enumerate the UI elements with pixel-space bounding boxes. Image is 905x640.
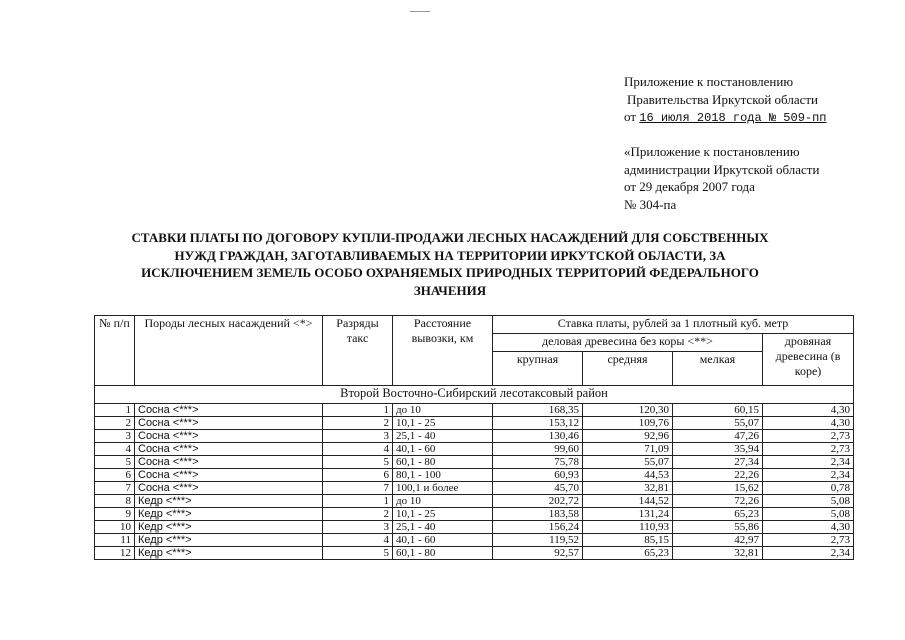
document-title: СТАВКИ ПЛАТЫ ПО ДОГОВОРУ КУПЛИ-ПРОДАЖИ ЛЕСНЫХ НАСАЖДЕНИЙ ДЛЯ СОБСТВЕННЫХ НУЖД ГРАЖДАН, ЗАГОТАВЛИВАЕМЫХ НА ТЕРРИТОРИИ ИРКУТСКОЙ ОБЛАСТИ, ЗА ИСКЛЮЧЕНИЕМ ЗЕМЕЛЬ ОСОБО ОХРАНЯЕМЫХ ПРИРОДНЫХ ТЕРРИТОРИЙ ФЕДЕРАЛЬНОГО ЗНАЧЕНИЯ	[131, 230, 769, 298]
row-number: 5	[95, 456, 135, 469]
row-distance: 10,1 - 25	[393, 508, 493, 521]
row-medium: 110,93	[583, 521, 673, 534]
row-distance: 25,1 - 40	[393, 521, 493, 534]
appendix-line-2: Правительства Иркутской области	[627, 91, 819, 107]
row-number: 2	[95, 417, 135, 430]
region-row: Второй Восточно-Сибирский лесотаксовый район	[95, 386, 854, 404]
row-small: 32,81	[673, 547, 763, 560]
row-large: 119,52	[493, 534, 583, 547]
row-small: 55,07	[673, 417, 763, 430]
row-distance: 40,1 - 60	[393, 443, 493, 456]
row-medium: 65,23	[583, 547, 673, 560]
row-distance: 60,1 - 80	[393, 547, 493, 560]
row-distance: 25,1 - 40	[393, 430, 493, 443]
row-class: 7	[323, 482, 393, 495]
table-row	[95, 469, 854, 482]
table-row	[95, 417, 854, 430]
rates-table	[94, 315, 854, 560]
row-firewood: 2,34	[763, 469, 854, 482]
row-distance: до 10	[393, 495, 493, 508]
row-small: 22,26	[673, 469, 763, 482]
row-firewood: 4,30	[763, 404, 854, 417]
row-species: Кедр <***>	[135, 547, 323, 560]
row-species: Кедр <***>	[135, 508, 323, 521]
row-number: 11	[95, 534, 135, 547]
row-firewood: 4,30	[763, 417, 854, 430]
table-row	[95, 404, 854, 417]
row-number: 4	[95, 443, 135, 456]
row-large: 60,93	[493, 469, 583, 482]
row-number: 8	[95, 495, 135, 508]
row-distance: 60,1 - 80	[393, 456, 493, 469]
row-medium: 85,15	[583, 534, 673, 547]
row-medium: 120,30	[583, 404, 673, 417]
previous-line-2: администрации Иркутской области	[624, 161, 820, 177]
row-species: Кедр <***>	[135, 521, 323, 534]
header-large: крупная	[493, 352, 583, 386]
top-rule	[410, 11, 430, 12]
row-small: 35,94	[673, 443, 763, 456]
row-class: 5	[323, 547, 393, 560]
row-distance: до 10	[393, 404, 493, 417]
row-class: 1	[323, 404, 393, 417]
row-class: 5	[323, 456, 393, 469]
table-row	[95, 547, 854, 560]
header-firewood: дровяная древесина (в коре)	[763, 334, 854, 386]
row-species: Сосна <***>	[135, 469, 323, 482]
row-firewood: 5,08	[763, 495, 854, 508]
header-species: Породы лесных насаждений <*>	[135, 316, 323, 386]
table-row	[95, 482, 854, 495]
row-firewood: 2,73	[763, 534, 854, 547]
row-medium: 109,76	[583, 417, 673, 430]
row-medium: 144,52	[583, 495, 673, 508]
row-small: 65,23	[673, 508, 763, 521]
row-small: 55,86	[673, 521, 763, 534]
table-row	[95, 521, 854, 534]
row-number: 3	[95, 430, 135, 443]
header-rate: Ставка платы, рублей за 1 плотный куб. метр	[493, 316, 854, 334]
row-medium: 44,53	[583, 469, 673, 482]
row-species: Кедр <***>	[135, 495, 323, 508]
table-row	[95, 534, 854, 547]
row-species: Сосна <***>	[135, 443, 323, 456]
row-large: 168,35	[493, 404, 583, 417]
table-row	[95, 508, 854, 521]
row-class: 4	[323, 534, 393, 547]
row-number: 6	[95, 469, 135, 482]
row-small: 15,62	[673, 482, 763, 495]
row-large: 45,70	[493, 482, 583, 495]
row-species: Сосна <***>	[135, 482, 323, 495]
header-small: мелкая	[673, 352, 763, 386]
row-medium: 32,81	[583, 482, 673, 495]
row-firewood: 0,78	[763, 482, 854, 495]
appendix-date-prefix: от	[624, 109, 637, 124]
table-row	[95, 456, 854, 469]
row-species: Сосна <***>	[135, 417, 323, 430]
header-business-wood: деловая древесина без коры <**>	[493, 334, 763, 352]
row-species: Сосна <***>	[135, 456, 323, 469]
header-class: Разряды такс	[323, 316, 393, 386]
row-medium: 55,07	[583, 456, 673, 469]
row-number: 12	[95, 547, 135, 560]
row-large: 202,72	[493, 495, 583, 508]
row-large: 153,12	[493, 417, 583, 430]
row-medium: 71,09	[583, 443, 673, 456]
row-class: 3	[323, 430, 393, 443]
row-firewood: 4,30	[763, 521, 854, 534]
table-row	[95, 430, 854, 443]
previous-line-1: «Приложение к постановлению	[624, 144, 800, 159]
row-class: 1	[323, 495, 393, 508]
row-small: 42,97	[673, 534, 763, 547]
header-medium: средняя	[583, 352, 673, 386]
row-distance: 100,1 и более	[393, 482, 493, 495]
row-class: 6	[323, 469, 393, 482]
appendix-date-number: 16 июля 2018 года № 509-пп	[639, 111, 827, 125]
row-large: 75,78	[493, 456, 583, 469]
previous-resolution-header	[624, 143, 819, 213]
row-small: 27,34	[673, 456, 763, 469]
row-class: 2	[323, 508, 393, 521]
row-species: Сосна <***>	[135, 430, 323, 443]
header-distance: Расстояние вывозки, км	[393, 316, 493, 386]
previous-line-4: № 304-па	[624, 196, 677, 212]
appendix-line-3	[624, 108, 827, 128]
row-species: Кедр <***>	[135, 534, 323, 547]
appendix-line-1: Приложение к постановлению	[624, 74, 794, 89]
row-class: 3	[323, 521, 393, 534]
header-num: № п/п	[95, 316, 135, 386]
row-firewood: 2,73	[763, 443, 854, 456]
row-medium: 92,96	[583, 430, 673, 443]
row-firewood: 2,34	[763, 547, 854, 560]
table-row	[95, 443, 854, 456]
row-large: 99,60	[493, 443, 583, 456]
row-distance: 10,1 - 25	[393, 417, 493, 430]
row-species: Сосна <***>	[135, 404, 323, 417]
row-small: 72,26	[673, 495, 763, 508]
row-firewood: 5,08	[763, 508, 854, 521]
row-small: 47,26	[673, 430, 763, 443]
row-number: 9	[95, 508, 135, 521]
row-large: 183,58	[493, 508, 583, 521]
row-small: 60,15	[673, 404, 763, 417]
row-number: 1	[95, 404, 135, 417]
row-large: 156,24	[493, 521, 583, 534]
row-medium: 131,24	[583, 508, 673, 521]
row-number: 10	[95, 521, 135, 534]
table-row	[95, 495, 854, 508]
previous-line-3: от 29 декабря 2007 года	[624, 179, 755, 194]
row-class: 2	[323, 417, 393, 430]
row-firewood: 2,34	[763, 456, 854, 469]
row-firewood: 2,73	[763, 430, 854, 443]
row-large: 92,57	[493, 547, 583, 560]
row-class: 4	[323, 443, 393, 456]
row-number: 7	[95, 482, 135, 495]
appendix-header	[624, 73, 827, 128]
row-large: 130,46	[493, 430, 583, 443]
row-distance: 80,1 - 100	[393, 469, 493, 482]
row-distance: 40,1 - 60	[393, 534, 493, 547]
